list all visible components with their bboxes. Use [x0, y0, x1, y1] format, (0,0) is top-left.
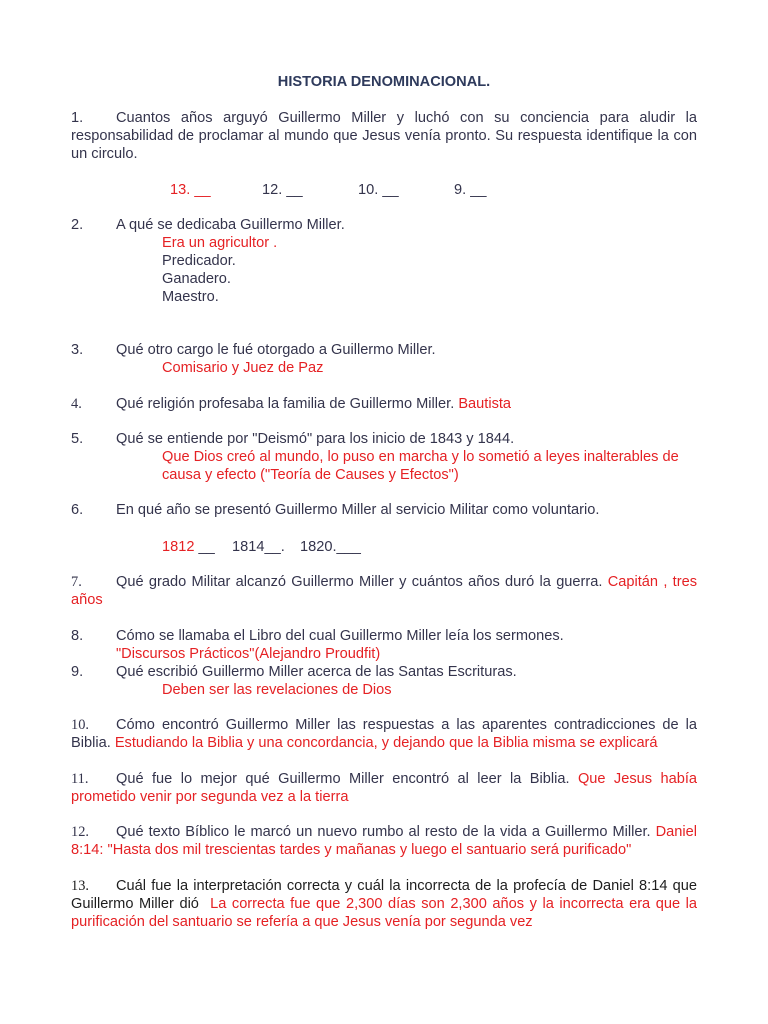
q8-answer: "Discursos Prácticos"(Alejandro Proudfit)	[116, 646, 381, 662]
q1-option-2: 12. __	[262, 182, 303, 198]
question-number: 13.	[71, 878, 89, 894]
question-1	[71, 109, 697, 163]
q1-option-3: 10. __	[358, 182, 399, 198]
question-3	[71, 341, 697, 359]
q6-option-3: 1820.___	[300, 539, 361, 555]
question-13	[71, 877, 697, 931]
q2-option-3: Ganadero.	[162, 271, 231, 287]
q2-option-4: Maestro.	[162, 289, 219, 305]
question-text: Qué fue lo mejor qué Guillermo Miller encontró al leer la Biblia.	[116, 771, 570, 787]
q2-option-2: Predicador.	[162, 253, 236, 269]
q1-option-1: 13. __	[170, 182, 211, 198]
question-text: A qué se dedicaba Guillermo Miller.	[116, 217, 345, 233]
q11-answer: Que Jesus había prometido venir por segunda vez a la tierra	[71, 771, 697, 805]
question-number: 4.	[71, 396, 82, 412]
question-6	[71, 501, 697, 519]
question-number: 5.	[71, 431, 84, 447]
question-text: En qué año se presentó Guillermo Miller al servicio Militar como voluntario.	[116, 502, 600, 518]
question-9	[71, 663, 697, 681]
question-text: Qué escribió Guillermo Miller acerca de las Santas Escrituras.	[116, 664, 517, 680]
question-number: 7.	[71, 574, 82, 590]
question-4	[71, 395, 697, 413]
q10-answer: Estudiando la Biblia y una concordancia, y dejando que la Biblia misma se explicará	[114, 735, 658, 751]
q5-answer-line-2: causa y efecto ("Teoría de Causes y Efectos")	[162, 467, 459, 483]
document-title: HISTORIA DENOMINACIONAL.	[277, 74, 491, 90]
question-number: 10.	[71, 717, 89, 733]
q6-option-1-year: 1812	[162, 539, 195, 555]
q6-option-2: 1814__.	[232, 539, 285, 555]
question-text: Qué grado Militar alcanzó Guillermo Miller y cuántos años duró la guerra.	[116, 574, 603, 590]
q13-answer: La correcta fue que 2,300 días son 2,300 años y la incorrecta era que la purificación del santuario se refería a que Jesus venía por segunda vez	[71, 896, 698, 930]
question-text: Qué otro cargo le fué otorgado a Guillermo Miller.	[116, 342, 436, 358]
question-number: 8.	[71, 628, 84, 644]
question-number: 9.	[71, 664, 84, 680]
question-number: 1.	[71, 110, 84, 126]
q3-answer: Comisario y Juez de Paz	[162, 360, 324, 376]
question-number: 12.	[71, 824, 89, 840]
q2-option-1: Era un agricultor .	[162, 235, 278, 251]
question-text: Cómo se llamaba el Libro del cual Guillermo Miller leía los sermones.	[116, 628, 564, 644]
question-12	[71, 823, 697, 859]
question-11	[71, 770, 697, 806]
question-number: 2.	[71, 217, 84, 233]
q4-answer: Bautista	[458, 396, 512, 412]
question-8	[71, 627, 697, 645]
question-text: Qué se entiende por "Deismó" para los inicio de 1843 y 1844.	[116, 431, 515, 447]
q9-answer: Deben ser las revelaciones de Dios	[162, 682, 392, 698]
q1-option-4: 9. __	[454, 182, 487, 198]
q12-answer: Daniel 8:14: "Hasta dos mil trescientas tardes y mañanas y luego el santuario será purificado"	[71, 824, 697, 858]
q7-answer: Capitán , tres años	[71, 574, 697, 608]
question-text: Cuál fue la interpretación correcta y cuál la incorrecta de la profecía de Daniel 8:14 que Guillermo Miller dió	[71, 878, 697, 912]
question-number: 3.	[71, 342, 84, 358]
question-number: 11.	[71, 771, 89, 787]
question-2	[71, 216, 697, 234]
question-number: 6.	[71, 502, 84, 518]
question-7	[71, 573, 697, 609]
question-text: Cómo encontró Guillermo Miller las respuestas a las aparentes contradicciones de la Biblia.	[71, 717, 697, 751]
q6-option-1	[162, 538, 215, 556]
question-10	[71, 716, 697, 752]
q6-option-1-blank: __	[194, 539, 215, 555]
question-text: Qué religión profesaba la familia de Guillermo Miller.	[116, 396, 455, 412]
question-5	[71, 430, 697, 448]
q5-answer-line-1: Que Dios creó al mundo, lo puso en marcha y lo sometió a leyes inalterables de	[162, 449, 679, 465]
question-text: Cuantos años arguyó Guillermo Miller y luchó con su conciencia para aludir la responsabilidad de proclamar al mundo que Jesus venía pronto. Su respuesta identifique la con un circulo.	[71, 110, 697, 162]
question-text: Qué texto Bíblico le marcó un nuevo rumbo al resto de la vida a Guillermo Miller.	[116, 824, 651, 840]
